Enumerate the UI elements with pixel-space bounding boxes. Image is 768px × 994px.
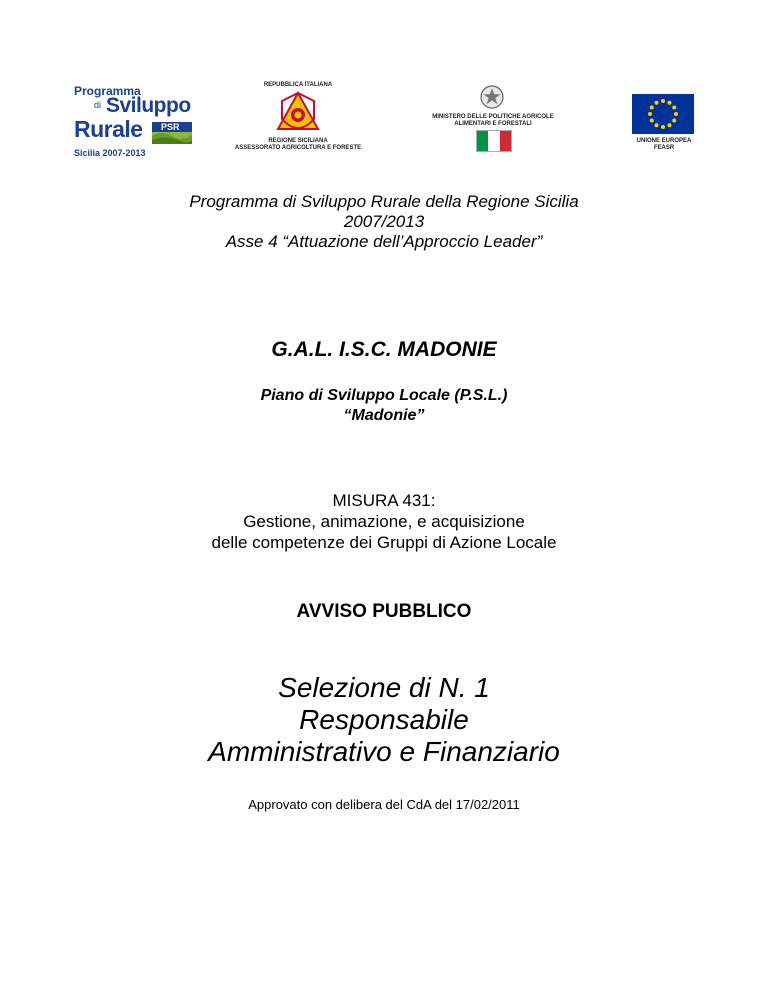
misura-line1: MISURA 431: bbox=[332, 491, 436, 510]
misura-block bbox=[0, 490, 768, 553]
psr-logo-di: di bbox=[94, 100, 102, 110]
misura-line2: Gestione, animazione, e acquisizione bbox=[243, 512, 525, 531]
psl-line1: Piano di Sviluppo Locale (P.S.L.) bbox=[260, 387, 508, 404]
intro-line3: Asse 4 “Attuazione dell’Approccio Leader” bbox=[225, 232, 543, 251]
eu-star-icon bbox=[674, 112, 678, 116]
selezione-block bbox=[0, 672, 768, 768]
psr-logo-badge bbox=[152, 122, 192, 144]
regione-logo-top: REPUBBLICA ITALIANA bbox=[263, 82, 333, 88]
unione-europea-logo bbox=[626, 94, 702, 154]
regione-logo-bottom1: REGIONE SICILIANA bbox=[268, 138, 328, 144]
eu-star-icon bbox=[661, 99, 665, 103]
psl-line2: “Madonie” bbox=[343, 407, 425, 424]
eu-star-icon bbox=[655, 101, 659, 105]
psr-logo-badge-text: PSR bbox=[161, 122, 180, 132]
eu-flag-icon bbox=[632, 94, 694, 134]
avviso-title: AVVISO PUBBLICO bbox=[296, 601, 472, 622]
eu-star-icon bbox=[661, 125, 665, 129]
selezione-line1: Selezione di N. 1 bbox=[278, 672, 490, 703]
psl-block bbox=[0, 386, 768, 426]
eu-star-icon bbox=[655, 123, 659, 127]
eu-star-icon bbox=[672, 106, 676, 110]
regione-logo-bottom2: ASSESSORATO AGRICOLTURA E FORESTE bbox=[234, 145, 362, 151]
psr-logo bbox=[72, 84, 197, 164]
approvato-note: Approvato con delibera del CdA del 17/02/2011 bbox=[248, 797, 520, 812]
misura-line3: delle competenze dei Gruppi di Azione Locale bbox=[211, 533, 557, 552]
eu-star-icon bbox=[650, 119, 654, 123]
selezione-line2: Responsabile bbox=[299, 704, 469, 735]
psr-logo-line2: Sviluppo bbox=[106, 94, 191, 117]
selezione-line3: Amministrativo e Finanziario bbox=[208, 736, 560, 767]
emblem-repubblica-icon bbox=[478, 84, 506, 110]
intro-line2: 2007/2013 bbox=[343, 212, 425, 231]
eu-star-icon bbox=[648, 112, 652, 116]
trinacria-icon bbox=[276, 91, 320, 137]
psr-logo-line1: Programma bbox=[74, 84, 141, 98]
psr-logo-line4: Sicilia 2007-2013 bbox=[74, 148, 146, 158]
psr-logo-line3: Rurale bbox=[74, 116, 143, 142]
gal-title: G.A.L. I.S.C. MADONIE bbox=[271, 338, 497, 361]
regione-siciliana-logo bbox=[228, 82, 368, 154]
ue-logo-line1: UNIONE EUROPEA bbox=[636, 138, 692, 144]
eu-star-icon bbox=[668, 123, 672, 127]
intro-line1: Programma di Sviluppo Rurale della Regione Sicilia bbox=[189, 192, 579, 211]
eu-star-icon bbox=[668, 101, 672, 105]
eu-star-icon bbox=[672, 119, 676, 123]
ministero-logo-line2: ALIMENTARI E FORESTALI bbox=[454, 121, 532, 127]
eu-star-icon bbox=[650, 106, 654, 110]
intro-block bbox=[0, 192, 768, 252]
ue-logo-line2: FEASR bbox=[653, 145, 675, 151]
ministero-logo-line1: MINISTERO DELLE POLITICHE AGRICOLE bbox=[432, 114, 554, 120]
italian-flag bbox=[476, 130, 512, 152]
ministero-logo bbox=[428, 84, 558, 152]
